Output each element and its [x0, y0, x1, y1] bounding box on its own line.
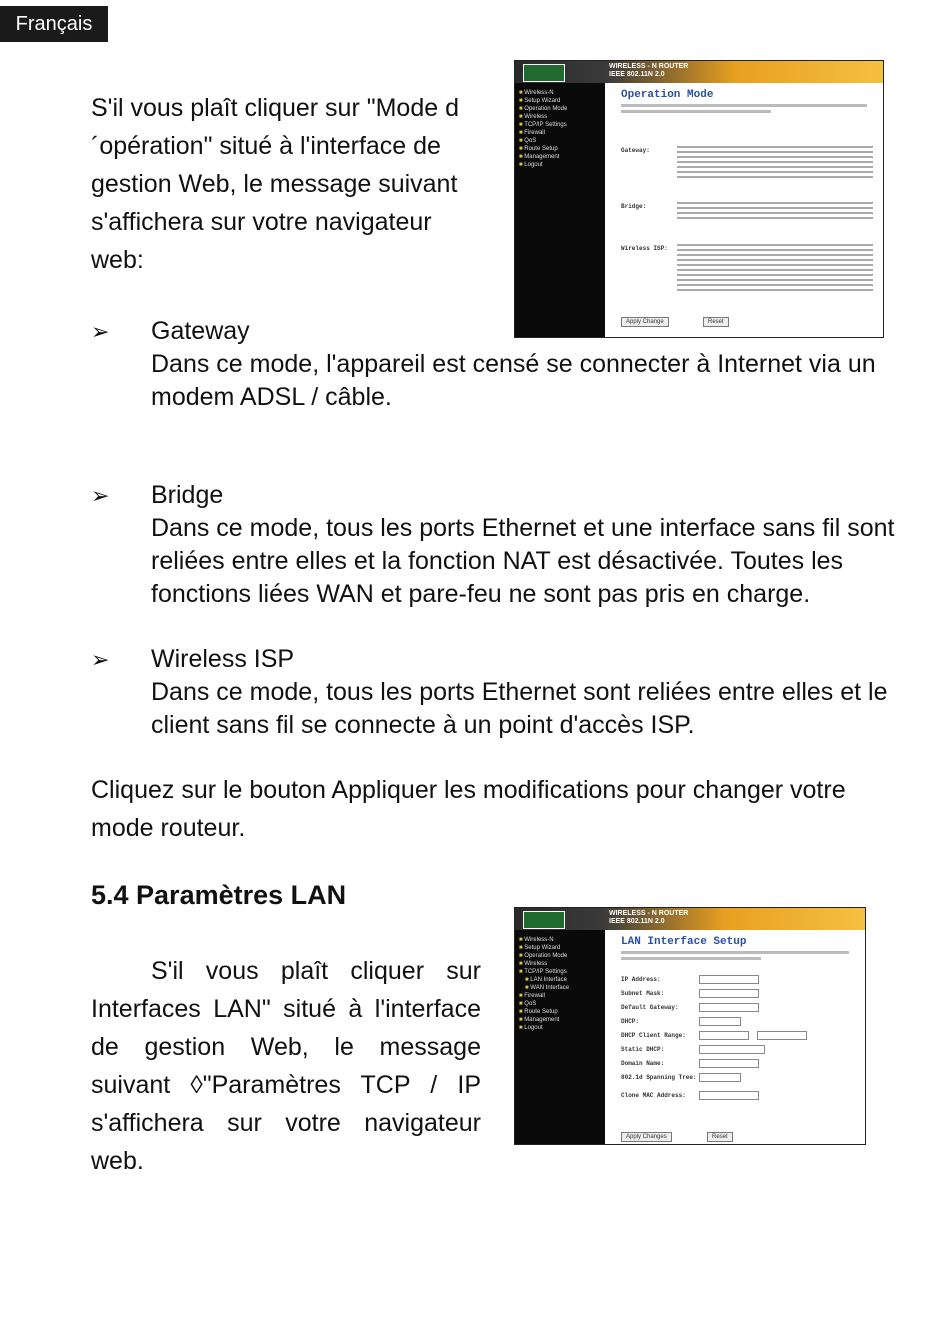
- subnet-mask-field[interactable]: [699, 989, 759, 998]
- arrow-bullet-icon: ➢: [91, 319, 110, 344]
- reset-button[interactable]: Reset: [703, 317, 729, 327]
- router-main: [607, 932, 863, 1144]
- mode-title: Gateway: [151, 317, 250, 345]
- menu-item[interactable]: ■ Management: [519, 153, 605, 161]
- field-label: Default Gateway:: [621, 1004, 679, 1011]
- menu-item[interactable]: ■ QoS: [519, 1000, 605, 1008]
- menu-item[interactable]: ■ Management: [519, 1016, 605, 1024]
- router-sidebar: [515, 930, 605, 1144]
- mode-title: Bridge: [151, 481, 224, 509]
- intro-paragraph: S'il vous plaît cliquer sur "Mode d´opération" situé à l'interface de gestion Web, le message suivant s'affichera sur votre navigateur web:: [91, 94, 459, 274]
- section-title: 5.4 Paramètres LAN: [91, 880, 347, 910]
- dhcp-select[interactable]: [699, 1017, 741, 1026]
- domain-name-field[interactable]: [699, 1059, 759, 1068]
- menu-item[interactable]: ■ Operation Mode: [519, 105, 605, 113]
- spanning-tree-select[interactable]: [699, 1073, 741, 1082]
- arrow-bullet-icon: ➢: [91, 483, 110, 508]
- apply-change-button[interactable]: Apply Change: [621, 317, 669, 327]
- screenshot-heading: LAN Interface Setup: [621, 936, 747, 948]
- field-label: Clone MAC Address:: [621, 1092, 686, 1099]
- ip-address-field[interactable]: [699, 975, 759, 984]
- menu-item[interactable]: ■ Route Setup: [519, 1008, 605, 1016]
- router-banner: [515, 908, 865, 930]
- field-label: Static DHCP:: [621, 1046, 665, 1053]
- mode-description: Dans ce mode, tous les ports Ethernet et une interface sans fil sont reliées entre elles et la fonction NAT est désactivée. Toutes les fonctions liées WAN et pare-feu ne sont pas pris en charge.: [151, 514, 895, 608]
- option-label[interactable]: Gateway:: [621, 147, 650, 154]
- reset-button[interactable]: Reset: [707, 1132, 733, 1142]
- menu-item[interactable]: ■ Route Setup: [519, 145, 605, 153]
- menu-item[interactable]: ■ TCP/IP Settings: [519, 121, 605, 129]
- router-main: [607, 85, 881, 337]
- field-label: DHCP Client Range:: [621, 1032, 686, 1039]
- menu-item[interactable]: ■ Setup Wizard: [519, 944, 605, 952]
- mode-description: Dans ce mode, l'appareil est censé se connecter à Internet via un modem ADSL / câble.: [151, 350, 876, 411]
- menu-item[interactable]: ■ Firewall: [519, 129, 605, 137]
- apply-note: Cliquez sur le bouton Appliquer les modifications pour changer votre mode routeur.: [91, 776, 846, 842]
- field-label: Domain Name:: [621, 1060, 665, 1067]
- menu-item[interactable]: ■ Wireless: [519, 960, 605, 968]
- field-label: 802.1d Spanning Tree:: [621, 1074, 697, 1081]
- menu-item[interactable]: ■ Wireless: [519, 113, 605, 121]
- screenshot-heading: Operation Mode: [621, 89, 714, 101]
- mode-description: Dans ce mode, tous les ports Ethernet sont reliées entre elles et le client sans fil se connecte à un point d'accès ISP.: [151, 678, 888, 739]
- menu-item[interactable]: ■ Wireless-N: [519, 89, 605, 97]
- menu-item[interactable]: ■ LAN Interface: [519, 976, 605, 984]
- menu-item[interactable]: ■ Logout: [519, 161, 605, 169]
- mode-title: Wireless ISP: [151, 645, 295, 673]
- router-banner: [515, 61, 883, 83]
- menu-item[interactable]: ■ Operation Mode: [519, 952, 605, 960]
- default-gateway-field[interactable]: [699, 1003, 759, 1012]
- router-sidebar: [515, 83, 605, 337]
- product-name: WIRELESS - N ROUTER IEEE 802.11N 2.0: [609, 63, 689, 78]
- operation-mode-screenshot: [514, 60, 884, 338]
- menu-item[interactable]: ■ QoS: [519, 137, 605, 145]
- field-label: IP Address:: [621, 976, 661, 983]
- option-label[interactable]: Wireless ISP:: [621, 245, 668, 252]
- router-logo: [523, 64, 565, 82]
- apply-changes-button[interactable]: Apply Changes: [621, 1132, 672, 1142]
- field-label: DHCP:: [621, 1018, 640, 1025]
- router-logo: [523, 911, 565, 929]
- dhcp-range-end-field[interactable]: [757, 1031, 807, 1040]
- arrow-bullet-icon: ➢: [91, 647, 110, 672]
- static-dhcp-button[interactable]: [699, 1045, 765, 1054]
- menu-item[interactable]: ■ TCP/IP Settings: [519, 968, 605, 976]
- product-name: WIRELESS - N ROUTER IEEE 802.11N 2.0: [609, 910, 689, 925]
- menu-item[interactable]: ■ Setup Wizard: [519, 97, 605, 105]
- menu-item[interactable]: ■ Firewall: [519, 992, 605, 1000]
- dhcp-range-start-field[interactable]: [699, 1031, 749, 1040]
- lan-setup-screenshot: [514, 907, 866, 1145]
- menu-item[interactable]: ■ WAN Interface: [519, 984, 605, 992]
- option-label[interactable]: Bridge:: [621, 203, 647, 210]
- menu-item[interactable]: ■ Wireless-N: [519, 936, 605, 944]
- lan-paragraph: S'il vous plaît cliquer sur Interfaces LAN" situé à l'interface de gestion Web, le message suivant ◊"Paramètres TCP / IP s'affichera sur votre navigateur web.: [91, 957, 481, 1175]
- clone-mac-field[interactable]: [699, 1091, 759, 1100]
- menu-item[interactable]: ■ Logout: [519, 1024, 605, 1032]
- field-label: Subnet Mask:: [621, 990, 665, 997]
- language-tab: Français: [0, 6, 108, 42]
